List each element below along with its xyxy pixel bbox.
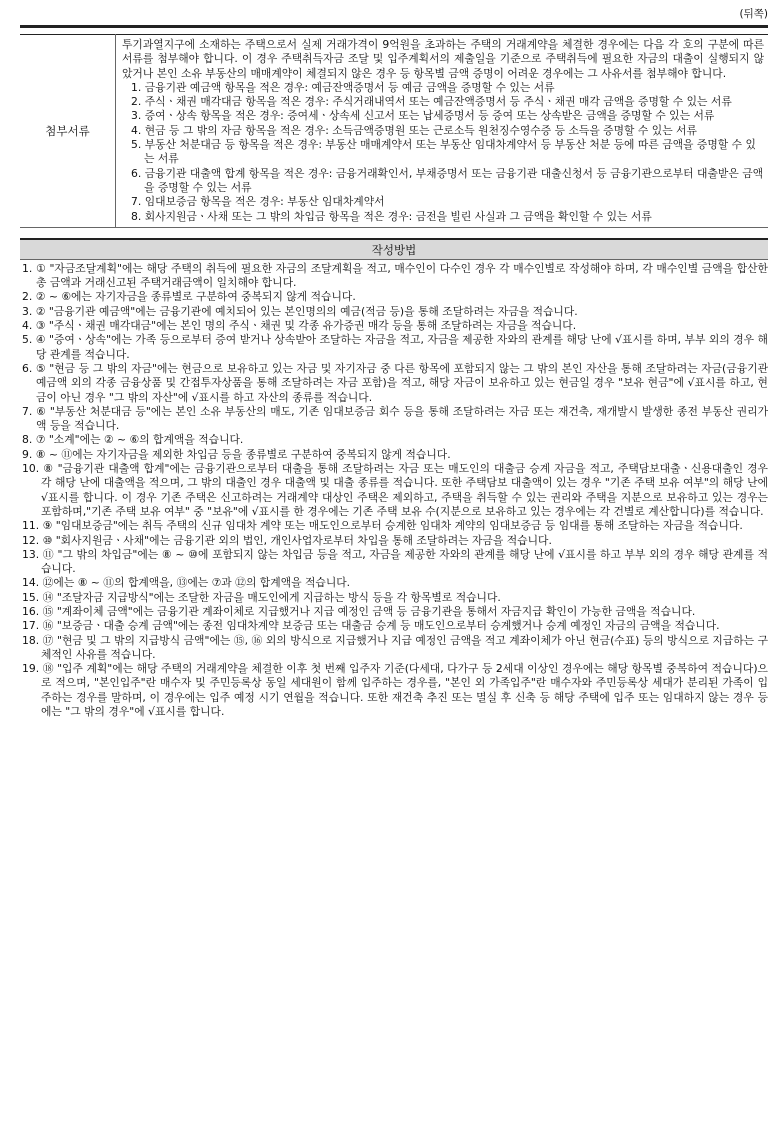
method-item: 6. ⑤ "현금 등 그 밖의 자금"에는 현금으로 보유하고 있는 자금 및 자기자금 중 다른 항목에 포함되지 않는 그 밖의 본인 자산을 통해 조달하려는 자금(금융기관 예금액 외의 각종 금융상품 및 간접투자상품을 통해 조달하려는 자금 포함)을 적고, 해당 자금이 보유하고 있는 현금일 경우 "보유 현금"에 √표시를 하고, 현금이 아닌 경우 "그 밖의 자산"에 √표시를 하고 자산의 종류를 적습니다.: [22, 361, 768, 404]
attachment-intro: 투기과열지구에 소재하는 주택으로서 실제 거래가격이 9억원을 초과하는 주택의 거래계약을 체결한 경우에는 다음 각 호의 구분에 따른 서류를 첨부해야 합니다. 이 경우 주택취득자금 조달 및 입주계획서의 제출일을 기준으로 주택취득에 필요한 자금의 대출이 실행되지 않았거나 본인 소유 부동산의 매매계약이 체결되지 않은 경우 등 항목별 금액 증명이 어려운 경우에는 그 사유서를 첨부해야 합니다.: [122, 38, 764, 80]
method-item: 15. ⑭ "조달자금 지급방식"에는 조달한 자금을 매도인에게 지급하는 방식 등을 각 항목별로 적습니다.: [22, 590, 501, 604]
method-item: 9. ⑧ ~ ⑪에는 자기자금을 제외한 차입금 등을 종류별로 구분하여 중복되지 않게 적습니다.: [22, 447, 451, 461]
attachment-table: [20, 34, 768, 228]
attachment-item: 3. 증여ㆍ상속 항목을 적은 경우: 증여세ㆍ상속세 신고서 또는 납세증명서 등 증여 또는 상속받은 금액을 증명할 수 있는 서류: [131, 109, 715, 123]
attachment-content: [116, 35, 769, 228]
method-item: 11. ⑨ "임대보증금"에는 취득 주택의 신규 임대차 계약 또는 매도인으로부터 승계한 임대차 계약의 임대보증금 등 임대를 통해 조달하는 자금을 적습니다.: [22, 519, 743, 533]
attachment-item: 6. 금융기관 대출액 합계 항목을 적은 경우: 금융거래확인서, 부채증명서 또는 금융기관 대출신청서 등 금융기관으로부터 대출받은 금액을 증명할 수 있는 서류: [131, 166, 764, 194]
attachment-row: [20, 35, 768, 228]
method-item: 8. ⑦ "소계"에는 ② ~ ⑥의 합계액을 적습니다.: [22, 433, 244, 447]
method-list: [20, 262, 768, 720]
attachment-item: 2. 주식ㆍ채권 매각대금 항목을 적은 경우: 주식거래내역서 또는 예금잔액증명서 등 주식ㆍ채권 매각 금액을 증명할 수 있는 서류: [131, 95, 732, 109]
method-item: 17. ⑯ "보증금ㆍ대출 승계 금액"에는 종전 임대차계약 보증금 또는 대출금 승계 등 매도인으로부터 승계했거나 승계 예정인 자금의 금액을 적습니다.: [22, 619, 720, 633]
method-item: 7. ⑥ "부동산 처분대금 등"에는 본인 소유 부동산의 매도, 기존 임대보증금 회수 등을 통해 조달하려는 자금 또는 재건축, 재개발시 발생한 종전 부동산 권리가액 등을 적습니다.: [22, 404, 769, 433]
method-item: 14. ⑫에는 ⑧ ~ ⑪의 합계액을, ⑬에는 ⑦과 ⑫의 합계액을 적습니다.: [22, 576, 351, 590]
method-item: 1. ① "자금조달계획"에는 해당 주택의 취득에 필요한 자금의 조달계획을 적고, 매수인이 다수인 경우 각 매수인별로 작성해야 하며, 각 매수인별 금액을 합산한 총 금액과 거래신고된 주택거래금액이 일치해야 합니다.: [22, 261, 768, 290]
method-item: 10. ⑧ "금융기관 대출액 합계"에는 금융기관으로부터 대출을 통해 조달하려는 자금 또는 매도인의 대출금 승계 자금을 적고, 주택담보대출ㆍ신용대출인 경우 각 해당 난에 대출액을 적으며, 그 밖의 대출인 경우 대출액 및 대출 종류를 적습니다. 또한 주택담보 대출액이 있는 경우 "기존 주택 보유 여부"의 해당 난에 √표시를 합니다. 이 경우 기존 주택은 신고하려는 거래계약 대상인 주택은 제외하고, 주택을 취득할 수 있는 권리와 주택을 지분으로 보유하고 있는 경우는 포함하며,"기존 주택 보유 여부" 중 "보유"에 √표시를 한 경우에는 기존 주택 보유 수(지분으로 보유하고 있는 경우에는 각 건별로 계산합니다)를 적습니다.: [22, 462, 768, 518]
method-item: 12. ⑩ "회사지원금ㆍ사채"에는 금융기관 외의 법인, 개인사업자로부터 차입을 통해 조달하려는 자금을 적습니다.: [22, 533, 552, 547]
method-item: 2. ② ~ ⑥에는 자기자금을 종류별로 구분하여 중복되지 않게 적습니다.: [22, 290, 356, 304]
attachment-item: 7. 임대보증금 항목을 적은 경우: 부동산 임대차계약서: [131, 195, 385, 209]
attachment-item: 1. 금융기관 예금액 항목을 적은 경우: 예금잔액증명서 등 예금 금액을 증명할 수 있는 서류: [131, 80, 555, 94]
method-item: 4. ③ "주식ㆍ채권 매각대금"에는 본인 명의 주식ㆍ채권 및 각종 유가증권 매각 등을 통해 조달하려는 자금을 적습니다.: [22, 319, 577, 333]
top-rule: [20, 25, 768, 28]
attachment-label: 첨부서류: [20, 35, 116, 228]
attachment-list: [122, 81, 764, 224]
document-page: [20, 0, 768, 719]
method-item: 13. ⑪ "그 밖의 차입금"에는 ⑧ ~ ⑩에 포함되지 않는 차입금 등을 적고, 자금을 제공한 자와의 관계를 해당 난에 √표시를 하고 부부 외의 경우 해당 관계를 적습니다.: [22, 547, 768, 576]
attachment-item: 8. 회사지원금ㆍ사채 또는 그 밖의 차입금 항목을 적은 경우: 금전을 빌린 사실과 그 금액을 확인할 수 있는 서류: [131, 209, 652, 223]
method-item: 5. ④ "증여ㆍ상속"에는 가족 등으로부터 증여 받거나 상속받아 조달하는 자금을 적고, 자금을 제공한 자와의 관계를 해당 난에 √표시를 하며, 부부 외의 경우 해당 관계를 적습니다.: [22, 333, 768, 361]
method-item: 19. ⑱ "입주 계획"에는 해당 주택의 거래계약을 체결한 이후 첫 번째 입주자 기준(다세대, 다가구 등 2세대 이상인 경우에는 해당 항목별 중복하여 적습니다)으로 적으며, "본인입주"란 매수자 및 주민등록상 동일 세대원이 함께 입주하는 경우를, "본인 외 가족입주"란 매수자와 주민등록상 세대가 분리된 가족이 입주하는 경우를 말하며, 이 경우에는 입주 예정 시기 연월을 적습니다. 또한 재건축 추진 또는 멸실 후 신축 등 해당 주택에 입주 또는 임대하지 않는 경우 등에는 "그 밖의 경우"에 √표시를 합니다.: [22, 662, 768, 719]
back-page-note: (뒤쪽): [739, 8, 768, 20]
attachment-item: 5. 부동산 처분대금 등 항목을 적은 경우: 부동산 매매계약서 또는 부동산 임대차계약서 등 부동산 처분 등에 따른 금액을 증명할 수 있는 서류: [131, 138, 756, 166]
method-section-title: 작성방법: [20, 238, 768, 260]
method-item: 16. ⑮ "계좌이체 금액"에는 금융기관 계좌이체로 지급했거나 지급 예정인 금액 등 금융기관을 통해서 자금지급 확인이 가능한 금액을 적습니다.: [22, 604, 696, 618]
method-item: 18. ⑰ "현금 및 그 밖의 지급방식 금액"에는 ⑮, ⑯ 외의 방식으로 지급했거나 지급 예정인 금액을 적고 계좌이체가 아닌 현금(수표) 등의 방식으로 지급하는 구체적인 사유를 적습니다.: [22, 633, 768, 661]
attachment-item: 4. 현금 등 그 밖의 자금 항목을 적은 경우: 소득금액증명원 또는 근로소득 원천징수영수증 등 소득을 증명할 수 있는 서류: [131, 123, 697, 137]
method-item: 3. ② "금융기관 예금액"에는 금융기관에 예치되어 있는 본인명의의 예금(적금 등)을 통해 조달하려는 자금을 적습니다.: [22, 304, 578, 318]
